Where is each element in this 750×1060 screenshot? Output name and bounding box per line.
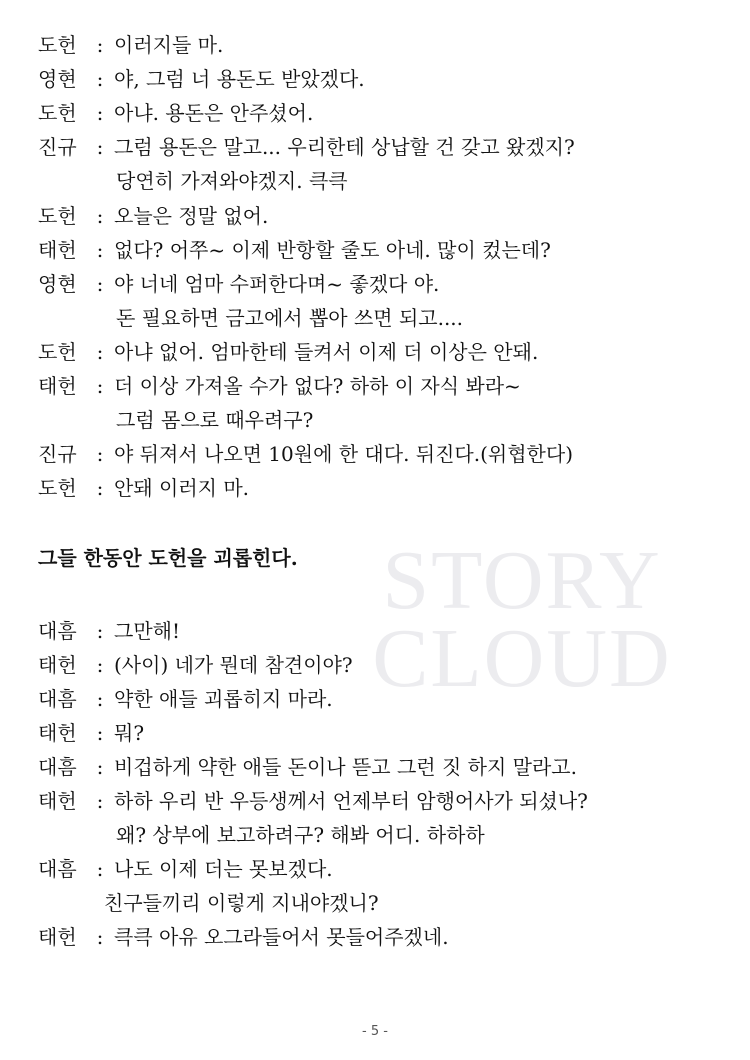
speaker-separator: :	[96, 237, 104, 262]
speaker-separator: :	[96, 442, 104, 467]
dialogue-text: 아냐. 용돈은 안주셨어.	[114, 101, 314, 126]
dialogue-line	[38, 130, 575, 164]
speaker-name: 도헌	[38, 203, 77, 228]
dialogue-text: 약한 애들 괴롭히지 마라.	[114, 686, 333, 711]
dialogue-line	[38, 682, 333, 716]
speaker-name: 태헌	[38, 720, 77, 745]
speaker-separator: :	[96, 618, 104, 643]
dialogue-continuation: 그럼 몸으로 때우려구?	[116, 408, 314, 433]
dialogue-text: (사이) 네가 뭔데 참견이야?	[114, 652, 353, 677]
speaker-separator: :	[96, 925, 104, 950]
dialogue-text: 야 너네 엄마 수퍼한다며~ 좋겠다 야.	[114, 271, 440, 296]
dialogue-continuation: 당연히 가져와야겠지. 큭큭	[116, 169, 348, 194]
dialogue-text: 이러지들 마.	[114, 33, 224, 57]
dialogue-line	[38, 199, 268, 233]
speaker-name: 진규	[38, 442, 77, 467]
dialogue-text: 뭐?	[114, 720, 145, 745]
speaker-separator: :	[96, 476, 104, 501]
speaker-separator: :	[96, 67, 104, 92]
speaker-name: 영현	[38, 67, 77, 92]
dialogue-line	[38, 28, 223, 62]
dialogue-text: 안돼 이러지 마.	[114, 476, 249, 501]
speaker-name: 태헌	[38, 925, 77, 950]
speaker-separator: :	[96, 720, 104, 745]
dialogue-line	[38, 614, 180, 648]
speaker-separator: :	[96, 33, 104, 57]
dialogue-line	[38, 716, 144, 750]
dialogue-text: 그만해!	[114, 618, 180, 643]
speaker-name: 태헌	[38, 374, 77, 398]
speaker-separator: :	[96, 374, 104, 398]
speaker-name: 도헌	[38, 33, 77, 57]
dialogue-text: 야 뒤져서 나오면 10원에 한 대다. 뒤진다.(위협한다)	[114, 442, 573, 467]
speaker-name: 도헌	[38, 101, 77, 126]
watermark-line-1: STORY	[382, 534, 662, 627]
dialogue-text: 아냐 없어. 엄마한테 들켜서 이제 더 이상은 안돼.	[114, 339, 539, 364]
dialogue-line	[38, 648, 353, 682]
speaker-name: 영현	[38, 271, 77, 296]
dialogue-line	[38, 267, 439, 301]
dialogue-continuation: 왜? 상부에 보고하려구? 해봐 어디. 하하하	[116, 823, 485, 848]
dialogue-line	[38, 233, 551, 267]
dialogue-continuation: 친구들끼리 이렇게 지내야겠니?	[104, 891, 379, 916]
watermark	[372, 534, 672, 705]
dialogue-line	[38, 437, 573, 471]
stage-direction: 그들 한동안 도헌을 괴롭힌다.	[38, 546, 298, 571]
speaker-name: 대흠	[38, 857, 77, 882]
dialogue-text: 비겁하게 약한 애들 돈이나 뜯고 그런 짓 하지 말라고.	[114, 754, 577, 779]
dialogue-text: 야, 그럼 너 용돈도 받았겠다.	[114, 67, 365, 92]
speaker-separator: :	[96, 271, 104, 296]
dialogue-line	[38, 750, 577, 784]
dialogue-line	[38, 369, 521, 403]
speaker-separator: :	[96, 857, 104, 882]
dialogue-text: 없다? 어쭈~ 이제 반항할 줄도 아네. 많이 컸는데?	[114, 237, 551, 262]
dialogue-line	[38, 96, 313, 130]
speaker-separator: :	[96, 789, 104, 813]
dialogue-text: 하하 우리 반 우등생께서 언제부터 암행어사가 되셨나?	[114, 789, 588, 813]
watermark-line-2: CLOUD	[372, 612, 672, 705]
page-number: - 5 -	[362, 1024, 388, 1039]
speaker-separator: :	[96, 203, 104, 228]
dialogue-line	[38, 62, 365, 96]
speaker-name: 대흠	[38, 754, 77, 779]
speaker-name: 대흠	[38, 618, 77, 643]
speaker-name: 진규	[38, 135, 77, 160]
speaker-name: 태헌	[38, 237, 77, 262]
dialogue-line	[38, 471, 249, 505]
speaker-separator: :	[96, 754, 104, 779]
speaker-name: 태헌	[38, 652, 77, 677]
dialogue-text: 더 이상 가져올 수가 없다? 하하 이 자식 봐라~	[114, 374, 521, 398]
speaker-separator: :	[96, 652, 104, 677]
dialogue-continuation: 돈 필요하면 금고에서 뽑아 쓰면 되고....	[116, 305, 464, 330]
dialogue-text: 오늘은 정말 없어.	[114, 203, 269, 228]
dialogue-text: 나도 이제 더는 못보겠다.	[114, 857, 333, 882]
speaker-separator: :	[96, 686, 104, 711]
dialogue-line	[38, 852, 333, 886]
speaker-name: 태헌	[38, 789, 77, 813]
dialogue-text: 큭큭 아유 오그라들어서 못들어주겠네.	[114, 925, 449, 950]
speaker-separator: :	[96, 101, 104, 126]
speaker-name: 도헌	[38, 339, 77, 364]
speaker-name: 도헌	[38, 476, 77, 501]
speaker-separator: :	[96, 339, 104, 364]
dialogue-line	[38, 920, 449, 954]
dialogue-text: 그럼 용돈은 말고... 우리한테 상납할 건 갖고 왔겠지?	[114, 135, 575, 160]
speaker-separator: :	[96, 135, 104, 160]
dialogue-line	[38, 335, 538, 369]
speaker-name: 대흠	[38, 686, 77, 711]
dialogue-line	[38, 784, 588, 818]
